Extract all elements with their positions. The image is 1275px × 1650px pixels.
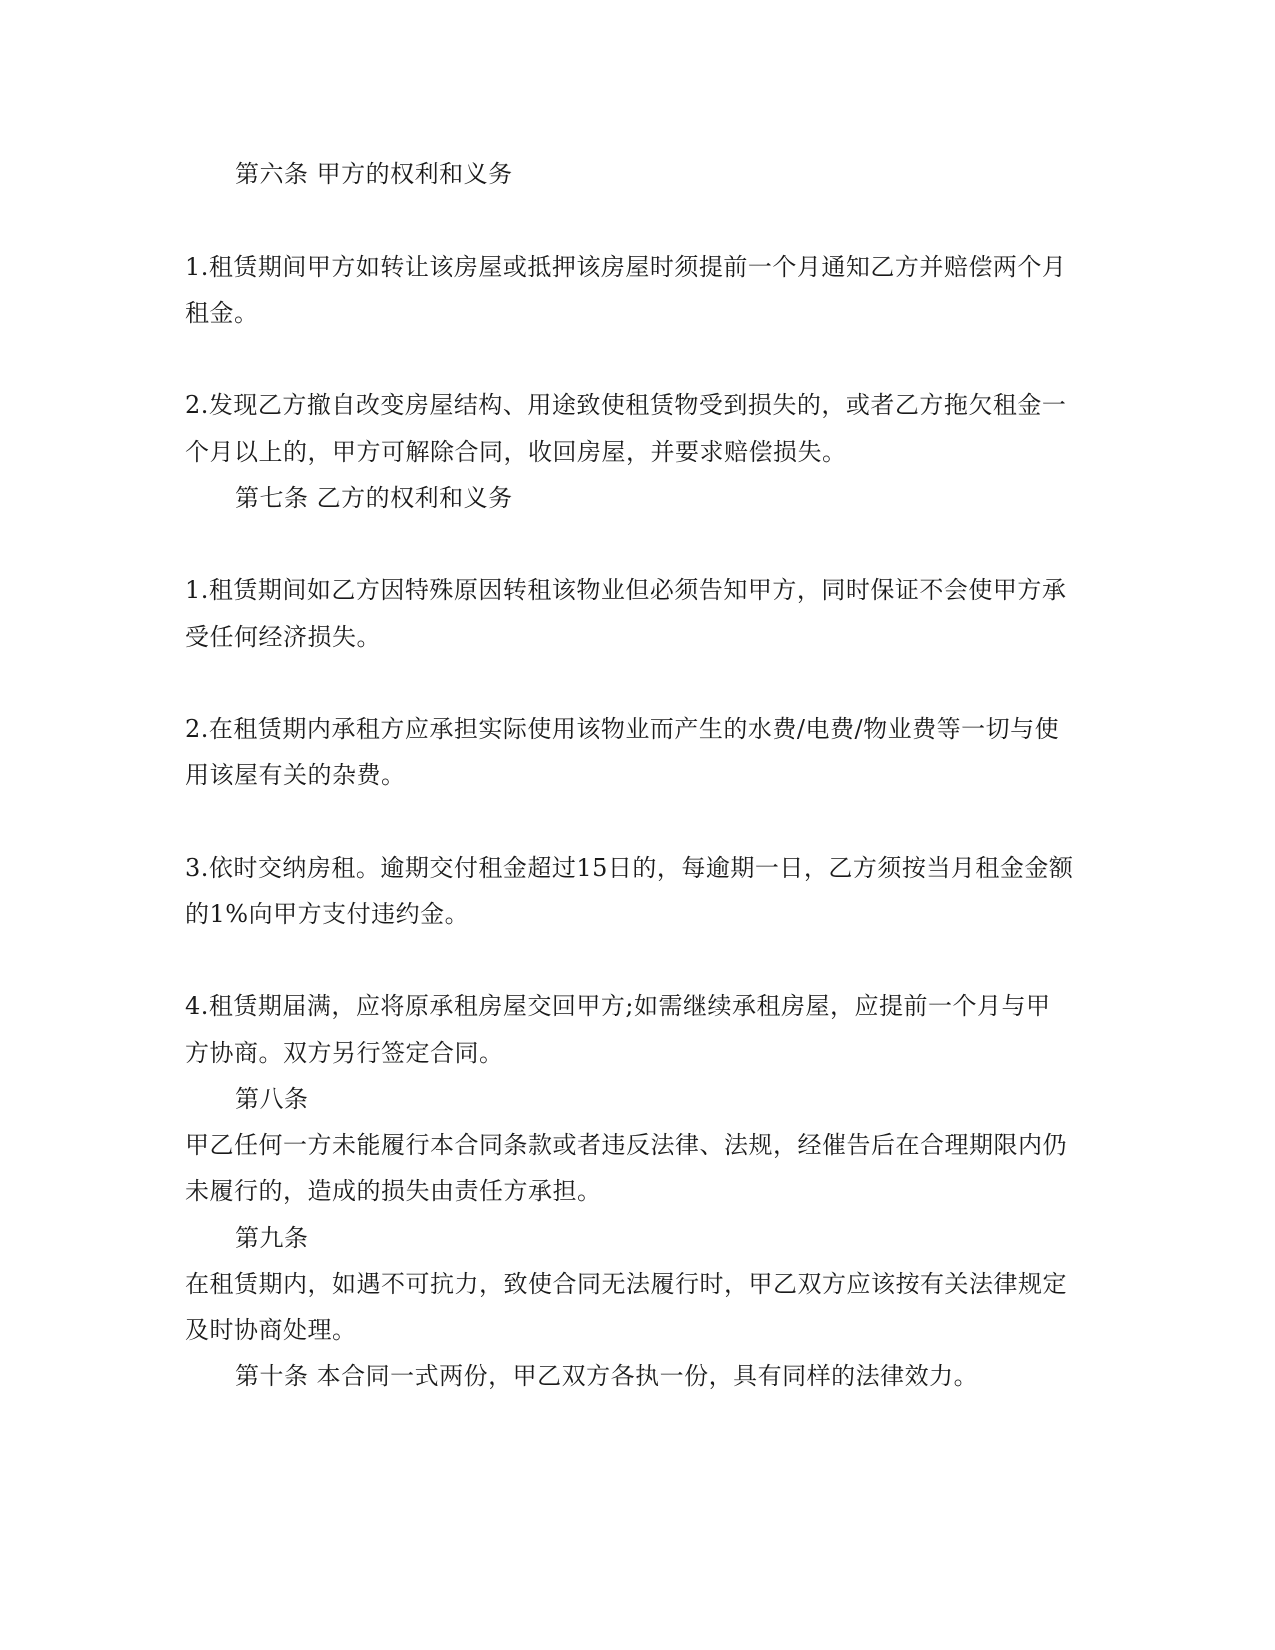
- article-7-clause-2-line-1: 2.在租赁期内承租方应承担实际使用该物业而产生的水费/电费/物业费等一切与使: [185, 715, 1060, 743]
- article-7-clause-1-line-1: 1.租赁期间如乙方因特殊原因转租该物业但必须告知甲方，同时保证不会使甲方承: [185, 576, 1067, 604]
- article-7-clause-3-line-2: 的1%向甲方支付违约金。: [185, 900, 470, 928]
- article-6-heading: 第六条 甲方的权利和义务: [235, 160, 513, 188]
- article-6-clause-1-line-2: 租金。: [185, 299, 259, 327]
- article-6-clause-1-line-1: 1.租赁期间甲方如转让该房屋或抵押该房屋时须提前一个月通知乙方并赔偿两个月: [185, 253, 1067, 281]
- article-8-heading: 第八条: [235, 1085, 309, 1113]
- article-8-text-line-2: 未履行的，造成的损失由责任方承担。: [185, 1177, 602, 1205]
- article-10-text: 第十条 本合同一式两份，甲乙双方各执一份，具有同样的法律效力。: [235, 1362, 979, 1390]
- article-7-clause-2-line-2: 用该屋有关的杂费。: [185, 761, 406, 789]
- article-6-clause-2-line-1: 2.发现乙方撤自改变房屋结构、用途致使租赁物受到损失的，或者乙方拖欠租金一: [185, 391, 1067, 419]
- article-9-heading: 第九条: [235, 1224, 309, 1252]
- article-7-clause-1-line-2: 受任何经济损失。: [185, 623, 381, 651]
- article-8-text-line-1: 甲乙任何一方未能履行本合同条款或者违反法律、法规，经催告后在合理期限内仍: [185, 1131, 1067, 1159]
- article-6-clause-2-line-2: 个月以上的，甲方可解除合同，收回房屋，并要求赔偿损失。: [185, 438, 847, 466]
- article-9-text-line-2: 及时协商处理。: [185, 1316, 357, 1344]
- article-7-heading: 第七条 乙方的权利和义务: [235, 484, 513, 512]
- article-7-clause-4-line-2: 方协商。双方另行签定合同。: [185, 1039, 504, 1067]
- article-7-clause-4-line-1: 4.租赁期届满，应将原承租房屋交回甲方;如需继续承租房屋，应提前一个月与甲: [185, 992, 1051, 1020]
- article-7-clause-3-line-1: 3.依时交纳房租。逾期交付租金超过15日的，每逾期一日，乙方须按当月租金金额: [185, 854, 1074, 882]
- article-9-text-line-1: 在租赁期内，如遇不可抗力，致使合同无法履行时，甲乙双方应该按有关法律规定: [185, 1270, 1067, 1298]
